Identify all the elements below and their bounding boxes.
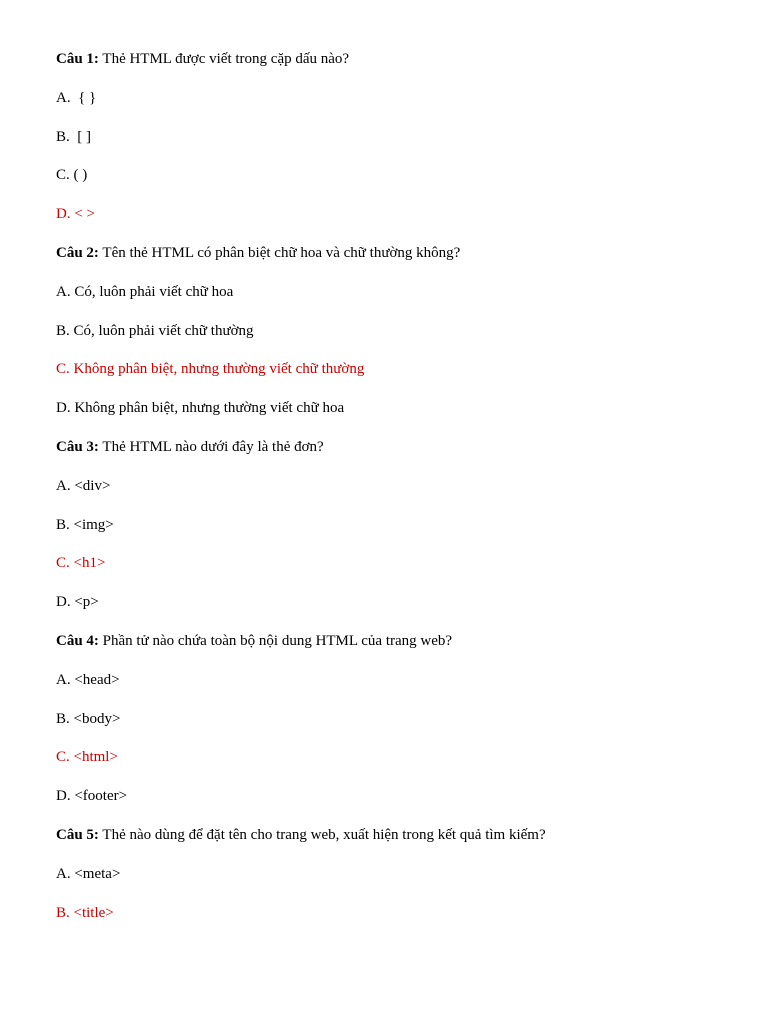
question-text: Phần tử nào chứa toàn bộ nội dung HTML của trang web? — [98, 632, 453, 649]
question-text: Thẻ nào dùng để đặt tên cho trang web, xuất hiện trong kết quả tìm kiếm? — [98, 826, 546, 843]
question-text: Thẻ HTML được viết trong cặp dấu nào? — [98, 51, 350, 67]
option-a: A. { } — [56, 89, 97, 106]
question-2 — [56, 241, 736, 435]
question-stem — [56, 629, 736, 668]
option-b: B. [ ] — [56, 128, 91, 145]
option-a: A. <div> — [56, 477, 111, 494]
question-label: Câu 4: — [56, 632, 99, 649]
option-b: B. <body> — [56, 710, 121, 727]
option-a: A. <head> — [56, 671, 120, 688]
option-c: C. <h1> — [56, 555, 106, 572]
question-stem — [56, 435, 736, 474]
option-d: D. <footer> — [56, 788, 128, 805]
option-b: B. Có, luôn phải viết chữ thường — [56, 322, 254, 339]
option-d: D. Không phân biệt, nhưng thường viết chữ hoa — [56, 400, 345, 417]
question-label: Câu 5: — [56, 826, 99, 843]
option-c: C. Không phân biệt, nhưng thường viết chữ thường — [56, 361, 365, 378]
question-text: Tên thẻ HTML có phân biệt chữ hoa và chữ thường không? — [98, 244, 461, 261]
option-a: A. <meta> — [56, 865, 121, 882]
option-c: C. <html> — [56, 749, 118, 766]
question-label: Câu 1: — [56, 51, 99, 67]
option-b: B. <title> — [56, 904, 114, 921]
option-d: D. <p> — [56, 594, 99, 611]
option-c: C. ( ) — [56, 167, 88, 184]
question-4 — [56, 629, 736, 823]
question-1 — [56, 47, 736, 241]
question-5 — [56, 823, 736, 939]
question-text: Thẻ HTML nào dưới đây là thẻ đơn? — [98, 438, 324, 455]
question-label: Câu 2: — [56, 244, 99, 261]
question-label: Câu 3: — [56, 438, 99, 455]
question-stem — [56, 47, 736, 86]
option-d: D. < > — [56, 206, 96, 223]
question-stem — [56, 823, 736, 862]
option-a: A. Có, luôn phải viết chữ hoa — [56, 283, 234, 300]
question-stem — [56, 241, 736, 280]
question-3 — [56, 435, 736, 629]
quiz-content — [56, 47, 736, 939]
option-b: B. <img> — [56, 516, 114, 533]
